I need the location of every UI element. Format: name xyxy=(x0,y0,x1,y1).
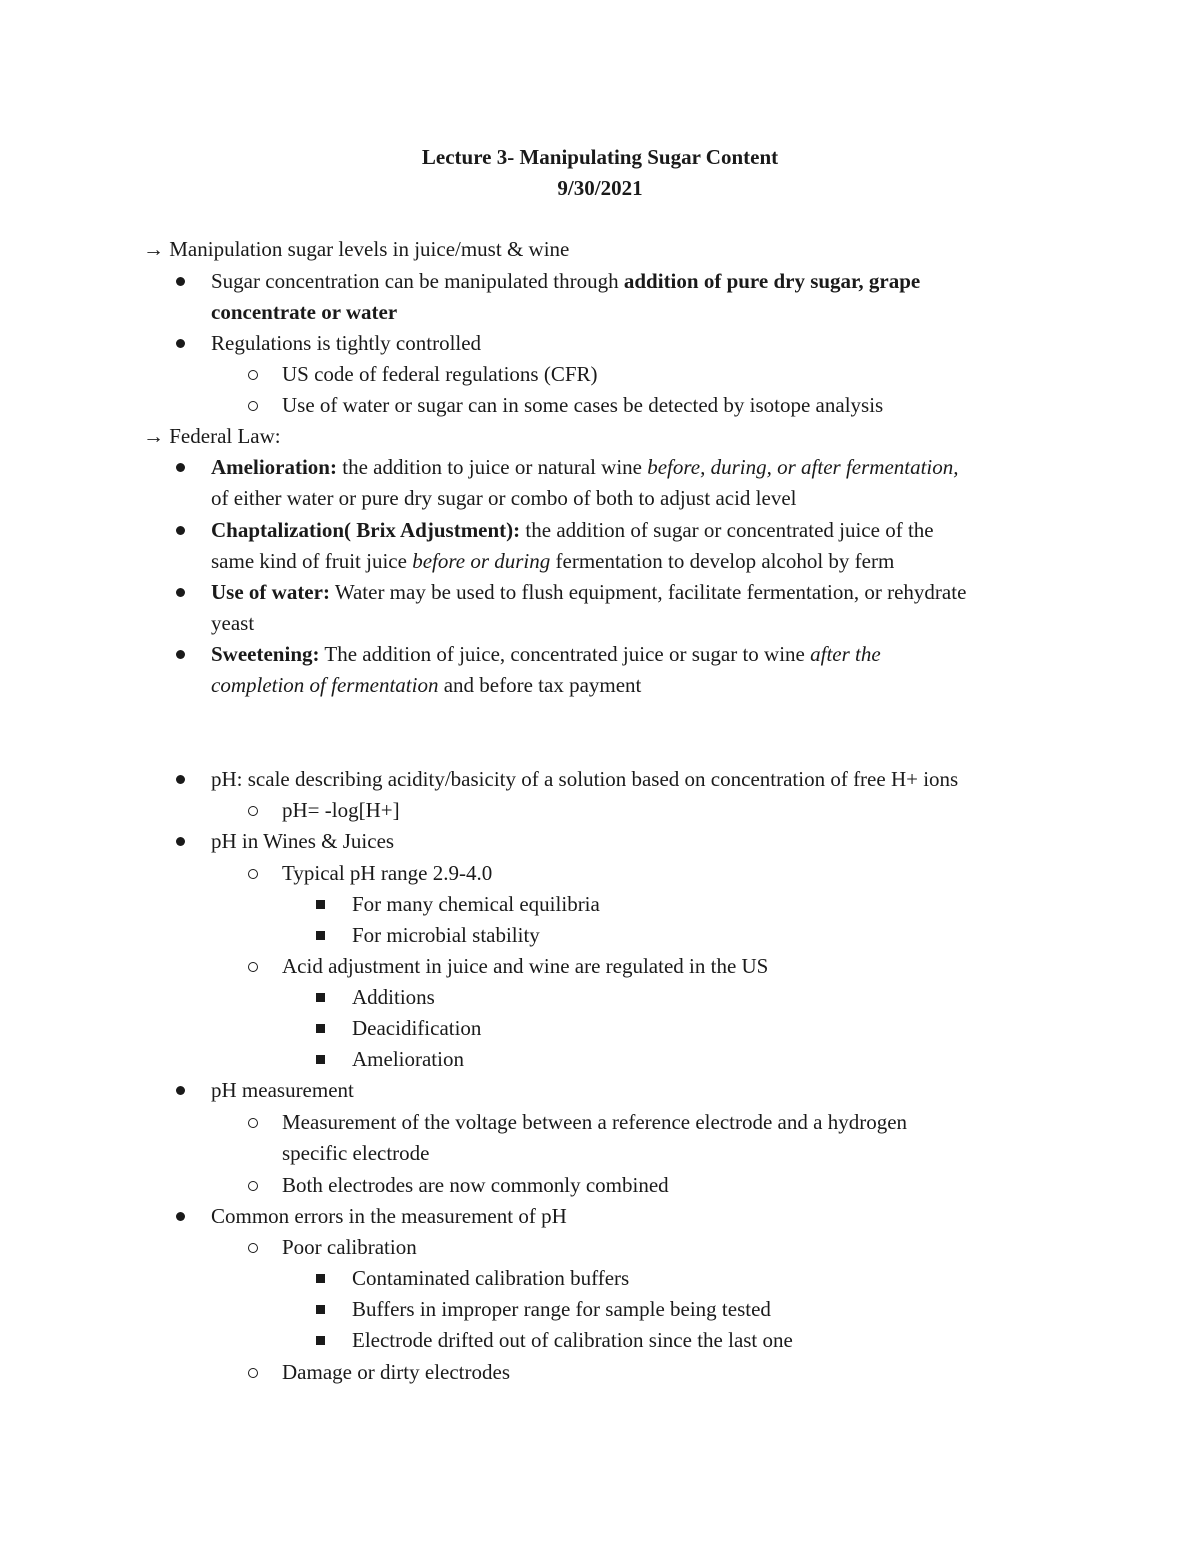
bullet-dot xyxy=(176,1201,185,1232)
list-subitem: Poor calibration xyxy=(282,1235,417,1259)
list-subitem: Acid adjustment in juice and wine are regulated in the US xyxy=(282,954,769,978)
list-item-chaptalization: Chaptalization( Brix Adjustment): the addition of sugar or concentrated juice of the xyxy=(211,518,934,542)
list-item-cont: concentrate or water xyxy=(211,300,398,324)
list-subsubitem: Amelioration xyxy=(352,1047,464,1071)
bullet-circle xyxy=(248,1357,258,1388)
bullet-square xyxy=(316,1044,325,1075)
list-subitem: US code of federal regulations (CFR) xyxy=(282,362,598,386)
bullet-dot xyxy=(176,266,185,297)
list-item: pH: scale describing acidity/basicity of a solution based on concentration of free H+ ions xyxy=(211,767,959,791)
bullet-circle xyxy=(248,1232,258,1263)
bullet-circle xyxy=(248,795,258,826)
bullet-dot xyxy=(176,764,185,795)
list-subitem: Use of water or sugar can in some cases be detected by isotope analysis xyxy=(282,393,884,417)
list-subsubitem: Contaminated calibration buffers xyxy=(352,1266,630,1290)
list-subitem: pH= -log[H+] xyxy=(282,798,400,822)
list-item: Sugar concentration can be manipulated through addition of pure dry sugar, grape xyxy=(211,269,921,293)
bullet-dot xyxy=(176,577,185,608)
bullet-square xyxy=(316,1294,325,1325)
bullet-square xyxy=(316,1013,325,1044)
list-item-cont: of either water or pure dry sugar or combo of both to adjust acid level xyxy=(211,486,797,510)
list-item: pH in Wines & Juices xyxy=(211,829,395,853)
list-subsubitem: For microbial stability xyxy=(352,923,540,947)
date-line: 9/30/2021 xyxy=(557,176,643,200)
bullet-circle xyxy=(248,359,258,390)
section-heading-federal-law: → Federal Law: xyxy=(143,424,281,448)
bullet-dot xyxy=(176,452,185,483)
list-subsubitem: Deacidification xyxy=(352,1016,482,1040)
bullet-dot xyxy=(176,826,185,857)
list-subsubitem: Electrode drifted out of calibration since the last one xyxy=(352,1328,793,1352)
bullet-circle xyxy=(248,1107,258,1138)
list-subsubitem: Buffers in improper range for sample being tested xyxy=(352,1297,771,1321)
bullet-circle xyxy=(248,951,258,982)
bullet-dot xyxy=(176,639,185,670)
section-heading-sugar: → Manipulation sugar levels in juice/must & wine xyxy=(143,237,570,261)
list-subitem: Typical pH range 2.9-4.0 xyxy=(282,861,493,885)
list-item-cont: completion of fermentation and before tax payment xyxy=(211,673,642,697)
list-item-amelioration: Amelioration: the addition to juice or natural wine before, during, or after fermentation, xyxy=(211,455,959,479)
list-subsubitem: For many chemical equilibria xyxy=(352,892,600,916)
list-subitem-cont: specific electrode xyxy=(282,1141,430,1165)
bullet-circle xyxy=(248,1170,258,1201)
bullet-dot xyxy=(176,1075,185,1106)
bullet-circle xyxy=(248,390,258,421)
bullet-dot xyxy=(176,328,185,359)
list-subitem: Both electrodes are now commonly combined xyxy=(282,1173,669,1197)
bullet-square xyxy=(316,1325,325,1356)
list-subitem: Measurement of the voltage between a reference electrode and a hydrogen xyxy=(282,1110,908,1134)
list-item: Common errors in the measurement of pH xyxy=(211,1204,567,1228)
list-subsubitem: Additions xyxy=(352,985,435,1009)
list-subitem: Damage or dirty electrodes xyxy=(282,1360,510,1384)
list-item: pH measurement xyxy=(211,1078,354,1102)
bullet-square xyxy=(316,982,325,1013)
bullet-circle xyxy=(248,858,258,889)
list-item-sweetening: Sweetening: The addition of juice, concentrated juice or sugar to wine after the xyxy=(211,642,881,666)
list-item: Regulations is tightly controlled xyxy=(211,331,482,355)
bullet-square xyxy=(316,920,325,951)
list-item-use-of-water: Use of water: Water may be used to flush equipment, facilitate fermentation, or rehydrate xyxy=(211,580,967,604)
page-title xyxy=(0,142,1200,204)
title-line: Lecture 3- Manipulating Sugar Content xyxy=(421,145,779,169)
bullet-dot xyxy=(176,515,185,546)
list-item-cont: same kind of fruit juice before or during fermentation to develop alcohol by ferm xyxy=(211,549,895,573)
list-item-cont: yeast xyxy=(211,611,255,635)
bullet-square xyxy=(316,889,325,920)
bullet-square xyxy=(316,1263,325,1294)
